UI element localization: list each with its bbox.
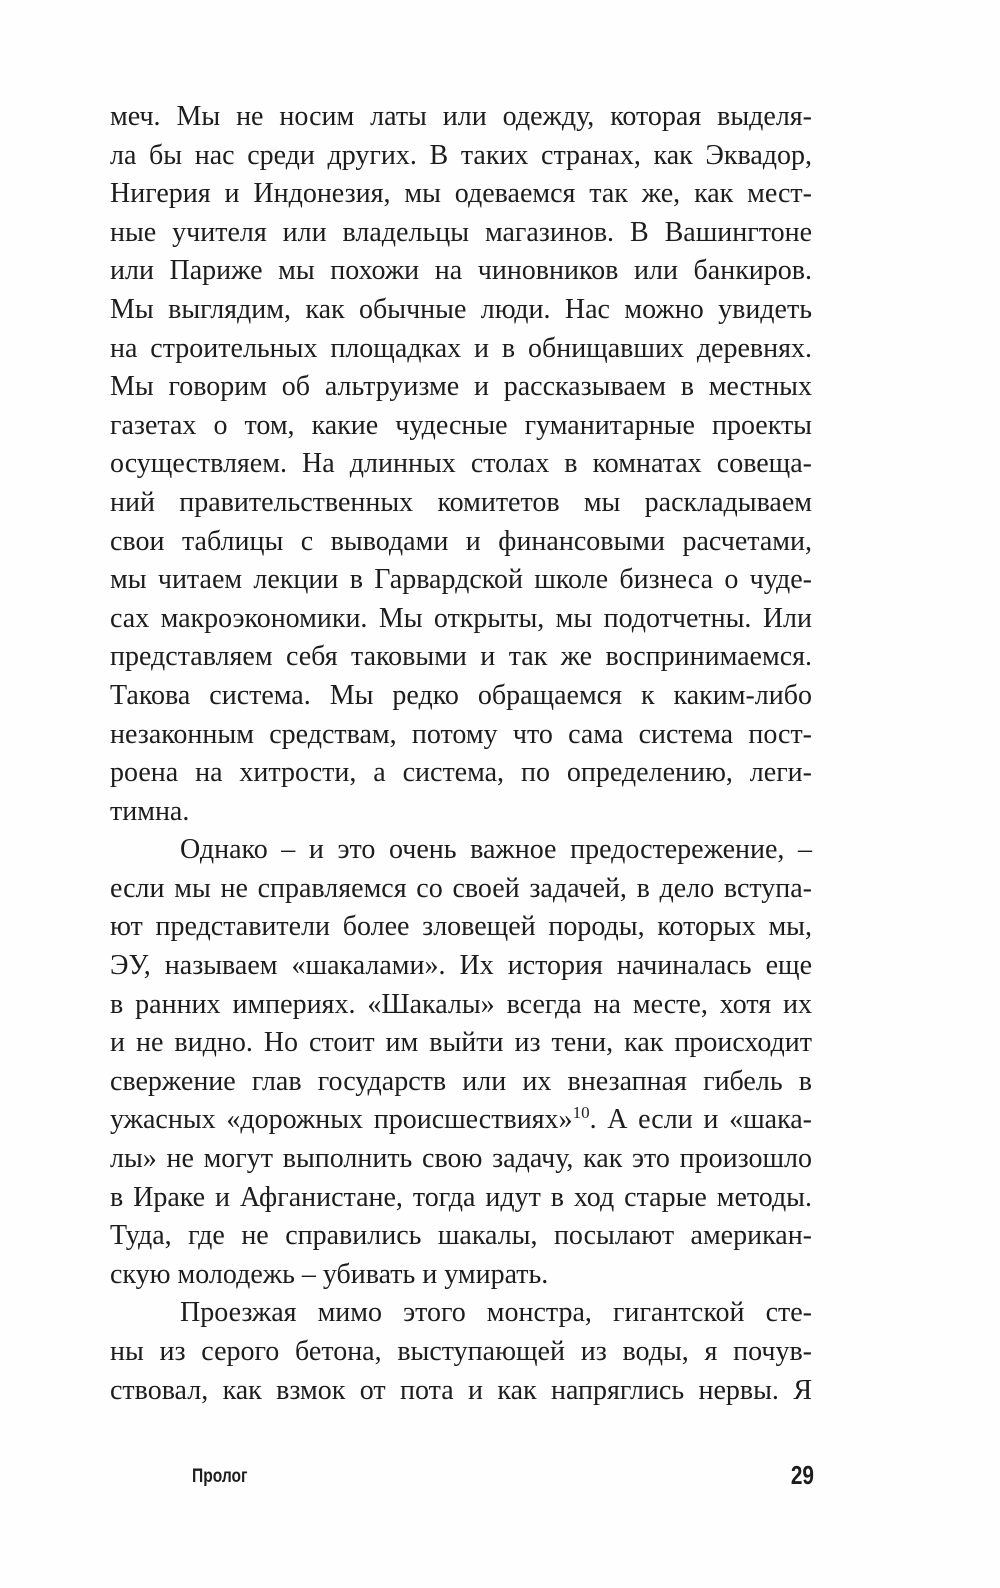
text-line: Нигерия и Индонезия, мы одеваемся так же, как мест-: [110, 178, 812, 210]
text-line: в ранних империях. «Шакалы» всегда на месте, хотя их: [110, 988, 812, 1020]
text-line-with-footnote: [110, 1101, 812, 1140]
paragraph-2: [110, 831, 812, 1294]
text-line: ЭУ, называем «шакалами». Их история начиналась еще: [110, 950, 812, 982]
text-line: Мы выглядим, как обычные люди. Нас можно увидеть: [110, 293, 812, 325]
text-line: или Париже мы похожи на чиновников или банкиров.: [110, 255, 812, 287]
text-line: Такова система. Мы редко обращаемся к каким-либо: [110, 679, 812, 711]
text-line: сах макроэкономики. Мы открыты, мы подотчетны. Или: [110, 602, 812, 634]
footnote-reference[interactable]: 10: [572, 1103, 590, 1123]
text-line: меч. Мы не носим латы или одежду, которая выделя-: [110, 101, 812, 132]
text-line: лы» не могут выполнить свою задачу, как это произошло: [110, 1143, 812, 1175]
text-line: и не видно. Но стоит им выйти из тени, как происходит: [110, 1027, 812, 1059]
text-line: ны из серого бетона, выступающей из воды, я почув-: [110, 1336, 812, 1367]
text-line: Мы говорим об альтруизме и рассказываем в местных: [110, 371, 812, 403]
body-text: [110, 98, 812, 1410]
text-line: незаконным средствам, потому что сама система пост-: [110, 718, 812, 750]
paragraph-3: [110, 1294, 812, 1410]
text-line: ные учителя или владельцы магазинов. В Вашингтоне: [110, 216, 812, 248]
text-line: на строительных площадках и в обнищавших деревнях.: [110, 332, 812, 364]
text-line: скую молодежь – убивать и умирать.: [110, 1258, 549, 1290]
text-line: ний правительственных комитетов мы раскладываем: [110, 486, 812, 518]
text-line: свержение глав государств или их внезапная гибель в: [110, 1065, 812, 1097]
text-line: тимна.: [110, 795, 190, 827]
text-line: мы читаем лекции в Гарвардской школе бизнеса о чуде-: [110, 564, 812, 596]
text-line: в Ираке и Афганистане, тогда идут в ход старые методы.: [110, 1181, 812, 1213]
text-line: Туда, где не справились шакалы, посылают американ-: [110, 1220, 812, 1252]
text-line: осуществляем. На длинных столах в комнатах совеща-: [110, 448, 812, 480]
running-footer-section-title: Пролог: [192, 1466, 248, 1487]
page-number: 29: [790, 1460, 814, 1490]
text-line: ют представители более зловещей породы, которых мы,: [110, 911, 812, 943]
text-segment: ужасных «дорожных происшествиях»: [110, 1104, 573, 1136]
text-line: свои таблицы с выводами и финансовыми расчетами,: [110, 525, 812, 557]
text-line: газетах о том, какие чудесные гуманитарные проекты: [110, 409, 812, 441]
text-line: если мы не справляемся со своей задачей, в дело вступа-: [110, 872, 812, 904]
text-line: Однако – и это очень важное предостережение, –: [180, 834, 812, 866]
text-segment: . А если и «шака-: [589, 1104, 812, 1136]
text-line: ла бы нас среди других. В таких странах, как Эквадор,: [110, 139, 812, 171]
text-line: представляем себя таковыми и так же воспринимаемся.: [110, 641, 812, 673]
text-line: роена на хитрости, а система, по определению, леги-: [110, 757, 812, 789]
text-line: Проезжая мимо этого монстра, гигантской сте-: [180, 1297, 812, 1329]
paragraph-1: [110, 98, 812, 831]
text-line: ствовал, как взмок от пота и как напряглись нервы. Я: [110, 1374, 812, 1406]
